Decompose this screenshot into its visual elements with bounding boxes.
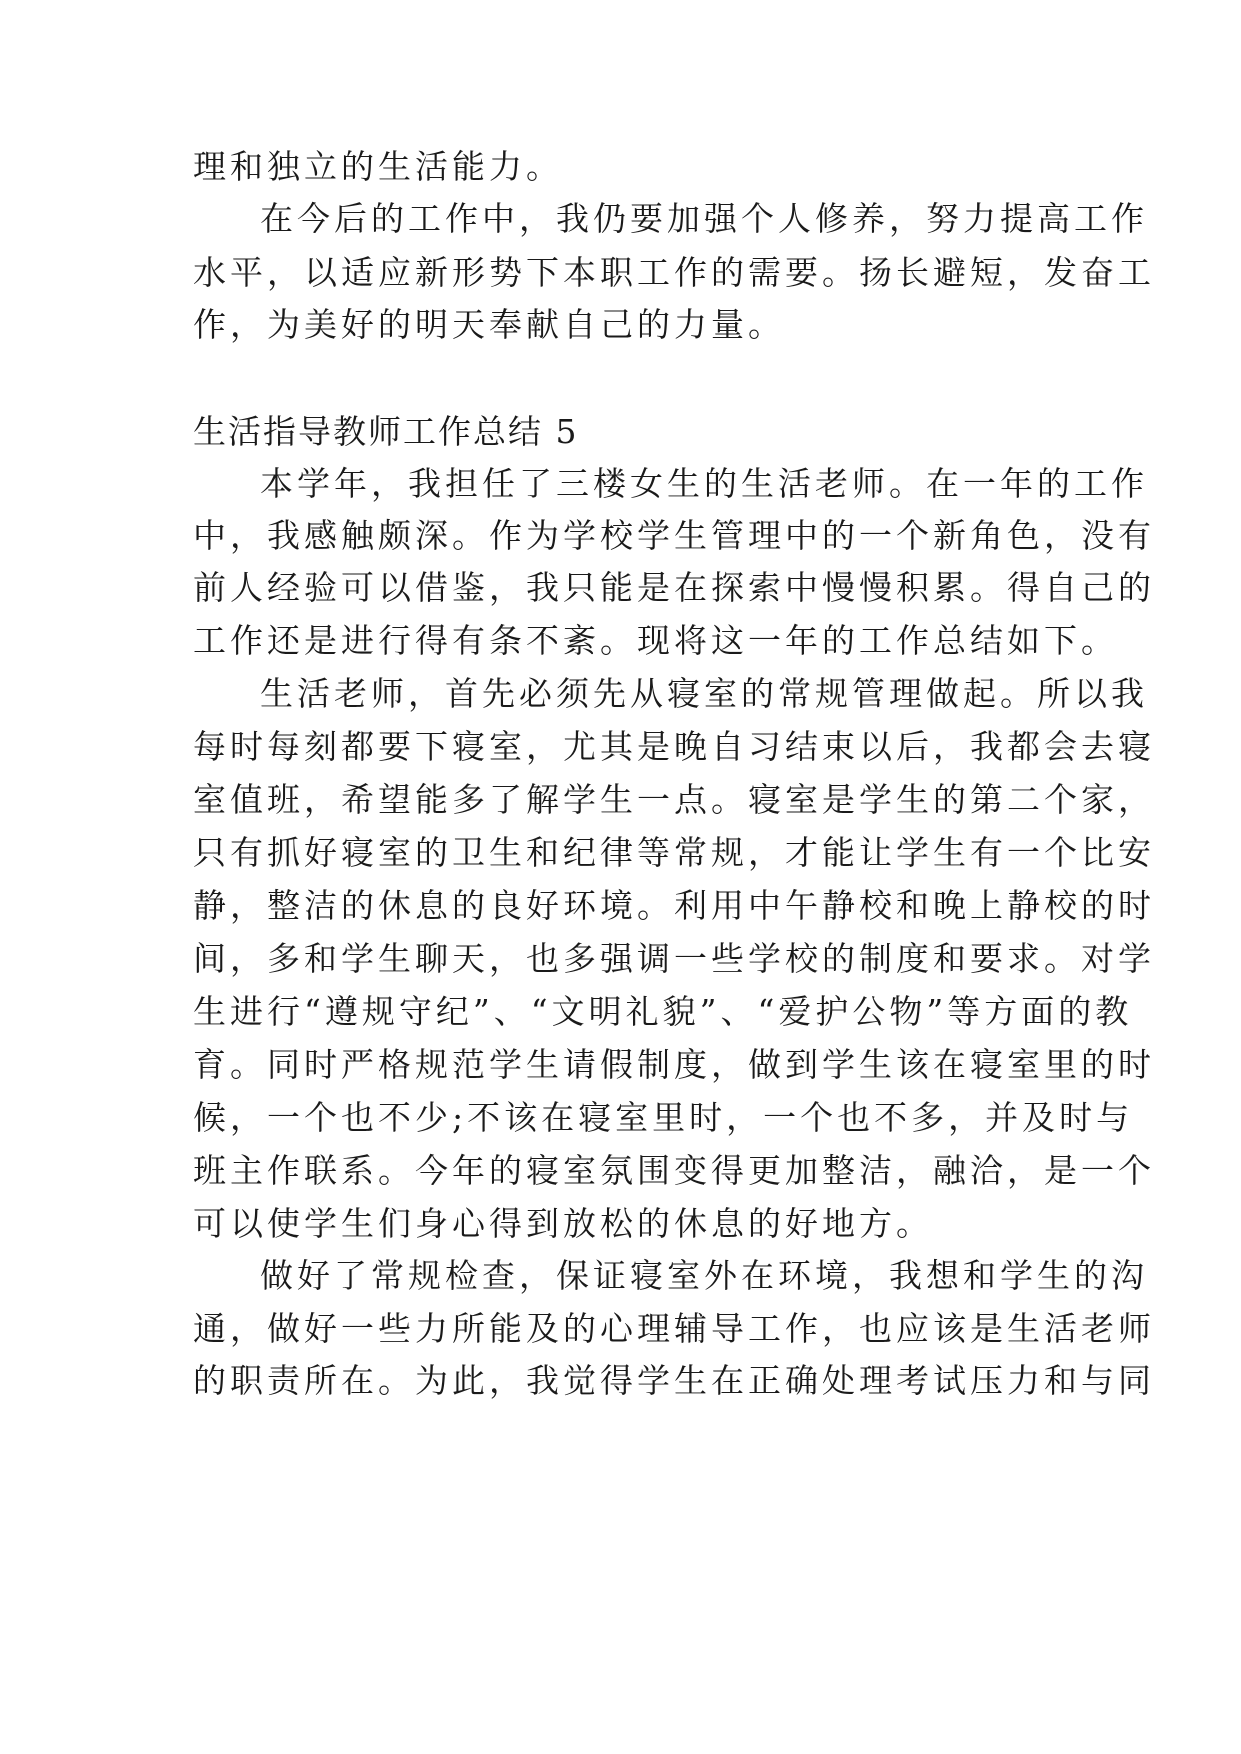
text-line: 生活老师，首先必须先从寝室的常规管理做起。所以我 — [260, 674, 1148, 713]
text-line: 本学年，我担任了三楼女生的生活老师。在一年的工作 — [260, 464, 1148, 503]
text-line: 只有抓好寝室的卫生和纪律等常规，才能让学生有一个比安 — [193, 833, 1155, 872]
text-line: 班主作联系。今年的寝室氛围变得更加整洁，融洽，是一个 — [193, 1151, 1155, 1190]
text-line: 前人经验可以借鉴，我只能是在探索中慢慢积累。得自己的 — [193, 568, 1155, 607]
text-line: 每时每刻都要下寝室，尤其是晚自习结束以后，我都会去寝 — [193, 727, 1155, 766]
text-line: 通，做好一些力所能及的心理辅导工作，也应该是生活老师 — [193, 1309, 1155, 1348]
text-line: 理和独立的生活能力。 — [193, 147, 563, 186]
text-line: 可以使学生们身心得到放松的休息的好地方。 — [193, 1204, 933, 1243]
text-line: 育。同时严格规范学生请假制度，做到学生该在寝室里的时 — [193, 1045, 1155, 1084]
text-line: 间，多和学生聊天，也多强调一些学校的制度和要求。对学 — [193, 939, 1155, 978]
text-line: 中，我感触颇深。作为学校学生管理中的一个新角色，没有 — [193, 516, 1155, 555]
text-line: 候，一个也不少;不该在寝室里时，一个也不多，并及时与 — [193, 1098, 1134, 1137]
text-line: 静，整洁的休息的良好环境。利用中午静校和晚上静校的时 — [193, 886, 1155, 925]
text-line: 作，为美好的明天奉献自己的力量。 — [193, 305, 785, 344]
text-line: 做好了常规检查，保证寝室外在环境，我想和学生的沟 — [260, 1256, 1148, 1295]
text-line: 在今后的工作中，我仍要加强个人修养，努力提高工作 — [260, 199, 1148, 238]
text-line: 室值班，希望能多了解学生一点。寝室是学生的第二个家， — [193, 780, 1155, 819]
section-title: 生活指导教师工作总结 5 — [193, 412, 579, 451]
text-line: 的职责所在。为此，我觉得学生在正确处理考试压力和与同 — [193, 1361, 1155, 1400]
text-line: 生进行“遵规守纪”、“文明礼貌”、“爱护公物”等方面的教 — [193, 992, 1133, 1031]
text-line: 工作还是进行得有条不紊。现将这一年的工作总结如下。 — [193, 621, 1118, 660]
text-line: 水平，以适应新形势下本职工作的需要。扬长避短，发奋工 — [193, 253, 1155, 292]
